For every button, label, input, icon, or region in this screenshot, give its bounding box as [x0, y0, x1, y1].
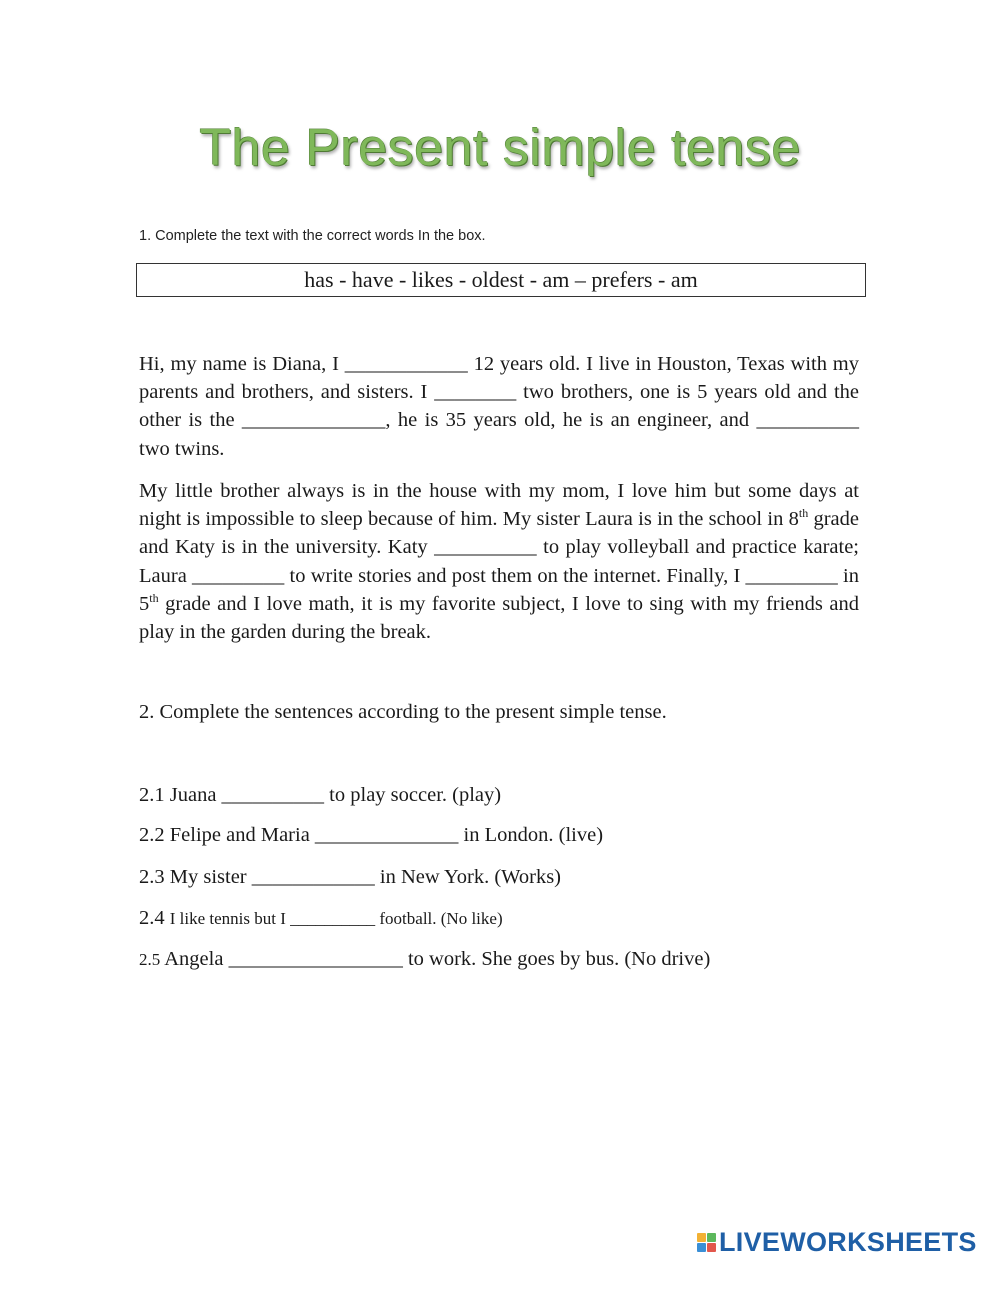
sentence-item — [139, 907, 503, 930]
paragraph-2-part-3: grade and I love math, it is my favorite subject, I love to sing with my friends and play in the garden during the break. — [139, 592, 859, 644]
paragraph-2-part-2: grade and Katy is in the university. Katy __________ to play volleyball and practice karate; Laura _________ to write stories and post them on the internet. Finally, I _________ in 5 — [139, 508, 859, 615]
sentence-text: Felipe and Maria ______________ in London. (live) — [169, 824, 604, 846]
instruction-2: 2. Complete the sentences according to the present simple tense. — [139, 701, 667, 723]
sentence-text: Angela _________________ to work. She goes by bus. (No drive) — [164, 948, 711, 970]
sentence-text: Juana __________ to play soccer. (play) — [169, 784, 502, 806]
sentence-item — [139, 866, 561, 889]
word-box: has - have - likes - oldest - am – prefers - am — [136, 263, 866, 297]
liveworksheets-logo — [697, 1228, 977, 1256]
superscript-th: th — [149, 590, 159, 605]
sentence-number: 2.1 — [139, 784, 165, 806]
sentence-number: 2.2 — [139, 824, 165, 846]
sentence-item — [139, 948, 710, 971]
sentence-item — [139, 784, 501, 807]
paragraph-2-part-1: My little brother always is in the house with my mom, I love him but some days at night is impossible to sleep because of him. My sister Laura is in the school in 8 — [139, 480, 859, 531]
instruction-1: 1. Complete the text with the correct words In the box. — [139, 228, 486, 244]
paragraph-2 — [139, 477, 859, 646]
worksheet-title: The Present simple tense — [199, 119, 801, 177]
logo-text: LIVEWORKSHEETS — [719, 1226, 977, 1257]
sentence-number: 2.4 — [139, 907, 165, 929]
sentence-number: 2.3 — [139, 866, 165, 888]
sentence-item — [139, 824, 603, 847]
sentence-text: My sister ____________ in New York. (Works) — [169, 866, 562, 888]
sentence-text: I like tennis but I __________ football. (No like) — [169, 909, 503, 928]
superscript-th: th — [798, 506, 809, 521]
sentence-number: 2.5 — [139, 950, 161, 969]
paragraph-1: Hi, my name is Diana, I ____________ 12 years old. I live in Houston, Texas with my parents and brothers, and sisters. I ________ two brothers, one is 5 years old and the other is the ______________, he is 35 years old, he is an engineer, and __________ two twins. — [139, 353, 859, 460]
logo-blocks-icon — [697, 1233, 716, 1252]
